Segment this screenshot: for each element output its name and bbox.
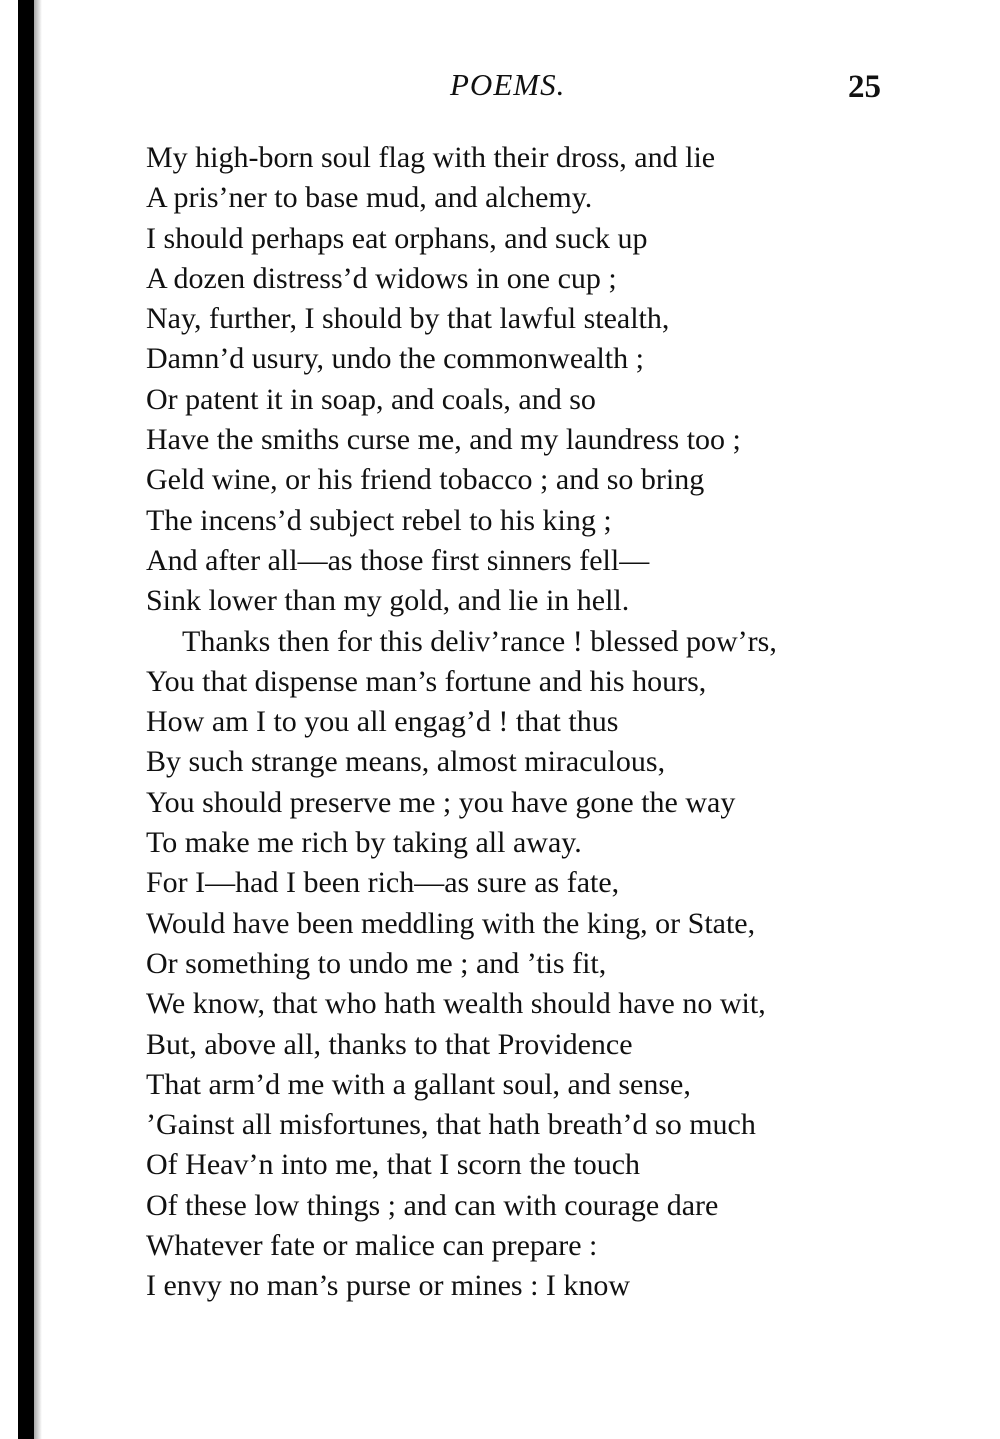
verse-line: Thanks then for this deliv’rance ! blessed pow’rs, <box>182 624 777 658</box>
verse-line: You that dispense man’s fortune and his hours, <box>146 664 707 698</box>
verse-line: You should preserve me ; you have gone the way <box>146 785 736 819</box>
verse-line: Of Heav’n into me, that I scorn the touch <box>146 1148 641 1182</box>
page-number: 25 <box>848 69 881 105</box>
verse-line: My high-born soul flag with their dross, and lie <box>146 141 716 174</box>
verse-line: The incens’d subject rebel to his king ; <box>146 503 612 537</box>
verse-line: Or something to undo me ; and ’tis fit, <box>146 946 607 980</box>
page-binding-edge <box>18 0 34 1439</box>
verse-line: Have the smiths curse me, and my laundress too ; <box>146 423 741 457</box>
page-header <box>0 60 1000 110</box>
verse-line: For I—had I been rich—as sure as fate, <box>146 866 620 900</box>
verse-line: Of these low things ; and can with courage dare <box>146 1188 719 1222</box>
verse-line: A dozen distress’d widows in one cup ; <box>146 261 617 295</box>
running-title: POEMS. <box>450 67 566 102</box>
verse-line: Whatever fate or malice can prepare : <box>146 1229 598 1263</box>
verse-line: ’Gainst all misfortunes, that hath breath’d so much <box>146 1108 756 1142</box>
verse-line: By such strange means, almost miraculous, <box>146 745 666 779</box>
verse-line: A pris’ner to base mud, and alchemy. <box>146 181 593 215</box>
verse-line: Nay, further, I should by that lawful stealth, <box>146 302 670 336</box>
verse-line: Geld wine, or his friend tobacco ; and so bring <box>146 463 705 497</box>
verse-line: That arm’d me with a gallant soul, and sense, <box>146 1067 691 1101</box>
verse-line: Or patent it in soap, and coals, and so <box>146 382 596 416</box>
verse-line: I should perhaps eat orphans, and suck up <box>146 221 648 255</box>
verse-line: Sink lower than my gold, and lie in hell. <box>146 584 630 618</box>
verse-line: How am I to you all engag’d ! that thus <box>146 705 619 739</box>
verse-line: I envy no man’s purse or mines : I know <box>146 1269 631 1303</box>
poem-text <box>146 138 886 1307</box>
verse-line: And after all—as those first sinners fell— <box>146 543 650 577</box>
verse-line: Would have been meddling with the king, or State, <box>146 906 756 940</box>
verse-line: But, above all, thanks to that Providence <box>146 1027 633 1061</box>
verse-line: To make me rich by taking all away. <box>146 826 582 860</box>
verse-line: Damn’d usury, undo the commonwealth ; <box>146 342 644 376</box>
page-binding-shadow <box>34 0 42 1439</box>
verse-line: We know, that who hath wealth should have no wit, <box>146 987 766 1021</box>
